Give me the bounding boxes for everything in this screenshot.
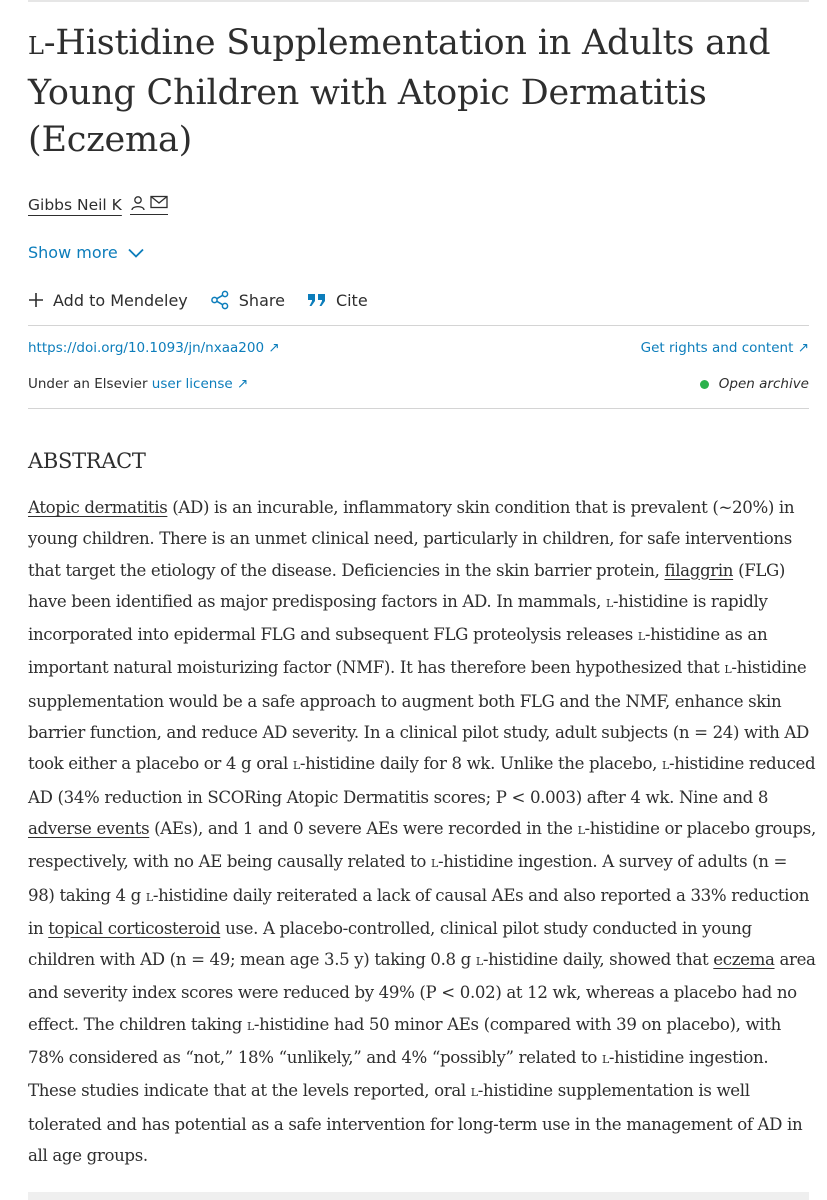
small-caps-prefix: L	[246, 1019, 254, 1033]
share-button[interactable]	[210, 290, 285, 310]
title-prefix: L	[28, 32, 44, 60]
status-dot-icon	[700, 380, 709, 389]
abstract-text-run: area and severity index scores were reduced by 49% (P < 0.02) at 12 wk, whereas a placebo had no effect. The children taking	[28, 950, 816, 1034]
abstract-text-run: -histidine reduced AD (34% reduction in SCORing Atopic Dermatitis scores; P < 0.003) after 4 wk. Nine and 8	[28, 754, 816, 807]
plus-icon	[28, 292, 44, 308]
cite-label: Cite	[335, 290, 368, 310]
author-link[interactable]: Gibbs Neil K	[28, 196, 122, 214]
article-title	[28, 20, 818, 164]
envelope-icon	[150, 195, 168, 209]
small-caps-prefix: L	[724, 663, 732, 677]
external-link-icon: ↗	[236, 376, 249, 392]
doi-link[interactable]	[28, 340, 280, 356]
show-more-label: Show more	[28, 243, 118, 262]
license-row	[28, 376, 809, 392]
abstract-text-run: -histidine daily, showed that	[482, 950, 714, 970]
small-caps-prefix: L	[145, 890, 153, 904]
glossary-link[interactable]: Atopic dermatitis	[28, 498, 168, 517]
share-label: Share	[238, 290, 285, 310]
action-bar	[28, 290, 390, 310]
abstract-text-run: (AD) is an incurable, inflammatory skin condition that is prevalent (~20%) in young children. There is an unmet clinical need, particularly in children, for safe interventions that target the etiology of the disease. Deficiencies in the skin barrier protein,	[28, 498, 795, 580]
abstract-text-run: -histidine or placebo groups, respectively, with no AE being causally related to	[28, 818, 816, 872]
mendeley-label: Add to Mendeley	[53, 290, 188, 310]
title-text: -Histidine Supplementation in Adults and Young Children with Atopic Dermatitis (Eczema)	[28, 23, 771, 160]
divider	[28, 325, 809, 326]
glossary-link[interactable]: filaggrin	[664, 560, 734, 580]
glossary-link[interactable]: eczema	[713, 950, 775, 970]
divider	[28, 408, 809, 409]
user-license-link[interactable]	[152, 376, 248, 392]
chevron-down-icon	[128, 248, 144, 258]
small-caps-prefix: L	[470, 1086, 478, 1100]
abstract-text-run: -histidine ingestion. A survey of adults (n = 98) taking 4 g	[28, 852, 788, 905]
glossary-link[interactable]: adverse events	[28, 818, 150, 838]
abstract-text-run: -histidine ingestion. These studies indicate that at the levels reported, oral	[28, 1048, 769, 1101]
small-caps-prefix: L	[601, 1053, 609, 1067]
small-caps-prefix: L	[637, 630, 645, 644]
show-more-button[interactable]	[28, 243, 144, 262]
small-caps-prefix: L	[605, 596, 613, 610]
top-divider	[28, 0, 809, 2]
abstract-text-run: (FLG) have been identified as major predisposing factors in AD. In mammals,	[28, 560, 786, 611]
open-archive-badge	[700, 376, 809, 392]
user-license-text: user license	[151, 376, 233, 392]
quote-icon	[307, 292, 327, 308]
doi-text: https://doi.org/10.1093/jn/nxaa200	[28, 340, 265, 356]
small-caps-prefix: L	[661, 759, 669, 773]
get-rights-link[interactable]	[641, 340, 809, 356]
doi-row	[28, 340, 809, 356]
abstract-text-run: -histidine is rapidly incorporated into epidermal FLG and subsequent FLG proteolysis releases	[28, 591, 768, 645]
abstract-text-run: -histidine daily reiterated a lack of causal AEs and also reported a 33% reduction in	[28, 885, 810, 938]
small-caps-prefix: L	[475, 955, 483, 969]
license-prefix: Under an Elsevier	[28, 376, 148, 392]
glossary-link[interactable]: topical corticosteroid	[48, 918, 221, 938]
author-icons[interactable]	[130, 195, 168, 215]
abstract-text-run: -histidine daily for 8 wk. Unlike the placebo,	[299, 754, 662, 774]
abstract-text-run: -histidine supplementation would be a safe approach to augment both FLG and the NMF, enhance skin barrier function, and reduce AD severity. In a clinical pilot study, adult subjects (n = 24) with AD took either a placebo or 4 g oral	[28, 658, 810, 774]
abstract-text-run: use. A placebo-controlled, clinical pilot study conducted in young children with AD (n = 49; mean age 3.5 y) taking 0.8 g	[28, 918, 752, 970]
share-icon	[210, 290, 230, 310]
abstract-text-run: -histidine had 50 minor AEs (compared with 39 on placebo), with 78% considered as “not,” 18% “unlikely,” and 4% “possibly” related to	[28, 1014, 781, 1068]
author-list	[28, 195, 168, 215]
cite-button[interactable]	[307, 291, 368, 310]
external-link-icon: ↗	[268, 340, 280, 356]
abstract-text	[28, 492, 818, 1171]
license-text	[28, 376, 248, 392]
person-icon	[130, 195, 146, 211]
open-archive-label: Open archive	[718, 376, 809, 392]
small-caps-prefix: L	[577, 823, 585, 837]
abstract-text-run: (AEs), and 1 and 0 severe AEs were recorded in the	[149, 818, 578, 838]
small-caps-prefix: L	[430, 857, 438, 871]
small-caps-prefix: L	[292, 759, 300, 773]
rights-text: Get rights and content	[640, 340, 794, 356]
abstract-text-run: -histidine as an important natural moisturizing factor (NMF). It has therefore been hypothesized that	[28, 625, 768, 678]
abstract-heading: ABSTRACT	[28, 449, 146, 473]
abstract-text-run: -histidine supplementation is well tolerated and has potential as a safe intervention for long-term use in the management of AD in all age groups.	[28, 1081, 803, 1165]
external-link-icon: ↗	[797, 340, 809, 356]
add-to-mendeley-button[interactable]	[28, 291, 188, 310]
bottom-divider	[28, 1192, 809, 1200]
